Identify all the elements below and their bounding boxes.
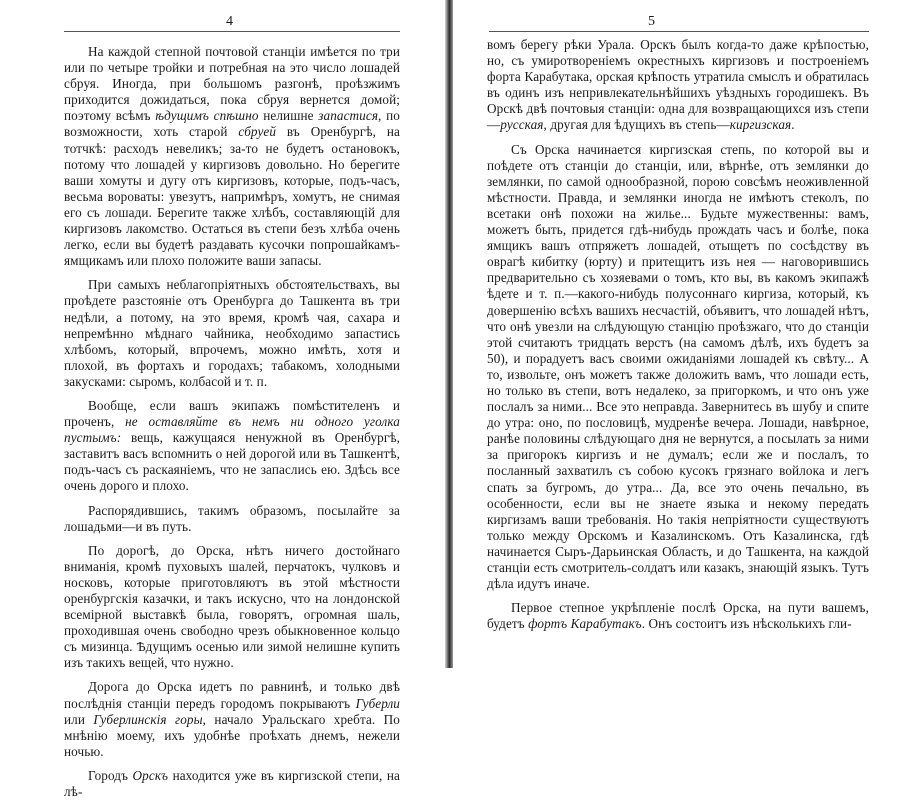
paragraph xyxy=(64,543,400,672)
paragraph xyxy=(487,600,869,632)
paragraph xyxy=(487,142,869,593)
paragraph xyxy=(64,503,400,535)
text-run: . xyxy=(791,117,795,133)
page-body xyxy=(487,37,869,632)
italic-text: русская xyxy=(500,117,544,133)
text-run: Первое степное укрѣпленіе послѣ Орска, на пути вашемъ, будетъ xyxy=(487,600,869,632)
page-body xyxy=(64,44,400,800)
text-run: вещь, кажущаяся ненужной въ Оренбургѣ, заставитъ васъ вспомнить о ней дорогой или въ Ташкентѣ, подъ-часъ съ раскаяніемъ, что не запаслись ею. Здѣсь все очень дорого и плохо. xyxy=(64,430,400,494)
italic-text: киргизская xyxy=(729,117,792,133)
text-run: , по возможности, хоть старой xyxy=(64,108,400,140)
right-page xyxy=(453,0,900,668)
page-number: 5 xyxy=(648,14,655,29)
header-rule xyxy=(489,31,869,32)
text-run: нелишне xyxy=(258,108,319,124)
text-run: , начало Уральскаго хребта. По мнѣнію моему, ихъ удобнѣе проѣхать днемъ, нежели ночью. xyxy=(64,711,400,759)
text-run: или xyxy=(64,711,94,727)
text-run: По дорогѣ, до Орска, нѣтъ ничего достойнаго вниманія, кромѣ пуховыхъ шалей, перчатокъ, чулковъ и носковъ, которые приготовляютъ въ этой мѣстности оренбургскія казачки, и такъ искусно, что на лондонской всемірной выставкѣ была, говорятъ, огромная шаль, проходившая очень свободно чрезъ обыкновенное кольцо съ мизинца. Ѣдущимъ осенью или зимой нелишне купить изъ такихъ вещей, что нужно. xyxy=(64,542,400,671)
page-number: 4 xyxy=(226,14,233,29)
header-rule xyxy=(64,31,400,32)
book-gutter xyxy=(445,0,453,668)
text-run: вомъ берегу рѣки Урала. Орскъ былъ когда-то даже крѣпостью, но, съ умиротвореніемъ окрестныхъ киргизовъ и построеніемъ форта Карабутака, орская крѣпость утратила смыслъ и обратилась въ одинъ изъ непривлекательнѣйшихъ уѣздныхъ городишекъ. Въ Орскѣ двѣ почтовыя станціи: одна для возвращающихся изъ степи— xyxy=(487,37,869,133)
text-run: находится уже въ киргизской степи, на лѣ- xyxy=(64,767,401,800)
text-run: въ Оренбургѣ, на тотчкѣ: расходъ невеликъ; за-то не будетъ остановокъ, потому что лошадей у киргизовъ довольно. Но берегите ваши хомуты и дугу отъ киргизовъ, которые, подъ-часъ, весьма вороваты: увезутъ, напримѣръ, хомутъ, не снимая его съ лошади. Берегите также хлѣбъ, составляющій для киргизовъ лакомство. Остаться въ степи безъ хлѣба очень легко, если вы будетѣ раздавать кусочки попрошайкамъ-ямщикамъ или плохо положите ваши запасы. xyxy=(64,124,400,269)
paragraph xyxy=(64,44,400,269)
paragraph xyxy=(64,398,400,495)
paragraph xyxy=(64,679,400,759)
italic-text: сбруей xyxy=(238,124,277,140)
text-run: Городъ xyxy=(88,767,133,783)
italic-text: Губерлинскія горы xyxy=(93,711,203,727)
paragraph xyxy=(64,277,400,390)
text-run: Вообще, если вашъ экипажъ помѣстителенъ и проченъ, xyxy=(64,397,400,430)
text-run: Распорядившись, такимъ образомъ, посылайте за лошадьми—и въ путь. xyxy=(64,502,400,534)
italic-text: Губерли xyxy=(355,695,400,711)
text-run: , другая для ѣдущихъ въ степь— xyxy=(543,117,730,133)
left-page xyxy=(0,0,445,800)
text-run: . Онъ состоитъ изъ нѣсколькихъ гли- xyxy=(641,616,852,632)
italic-text: Орскъ xyxy=(132,767,169,783)
italic-text: запастися xyxy=(318,108,379,124)
text-run: Съ Орска начинается киргизская степь, по которой вы и поѣдете отъ станціи до станціи, или, вѣрнѣе, отъ землянки до землянки, по самой однообразной, порою совсѣмъ неоживленной мѣстности. Правда, и землянки иногда не имѣютъ стеколъ, по вcетаки онѣ похожи на жилье... Будьте мужественны: вамъ, можетъ быть, придется гдѣ-нибудь прождать часъ и болѣе, пока ямщикъ вашъ отпряжетъ лошадей, отыщетъ по сосѣдству въ оврагѣ кибитку (юрту) и притещитъ изъ нея — наговорившись предварительно съ хозяевами о томъ, кто вы, въ какомъ экипажѣ ѣдете и т. п.—какого-нибудь полусоннаго киргиза, который, къ довершенію всѣхъ вашихъ несчастій, объявитъ, что лошадей нѣтъ, что онѣ увезли на слѣдующую станцію проѣзжаго, что до станціи этой считаютъ тридцать верстъ (на самомъ дѣлѣ, ихъ будетъ за 50), и порадуетъ васъ своими ожиданіями лошадей къ свѣту... А то, извольте, онъ можетъ также доложить вамъ, что лошади есть, но только въ степи, вотъ недалеко, за пригоркомъ, и что онъ уже послалъ за ними... Все это неправда. Завернитесь въ шубу и спите до утра: оно, по пословицѣ, мудренѣе вечера. Лошади, навѣрное, ранѣе половины слѣдующаго дня не вернутся, а посылать за ними за пригорокъ киргизъ и не думалъ; если же и послалъ, то посланный захватилъ съ собою кусокъ грязнаго войлока и легъ спать за бугромъ, до утра... Да, все это очень печально, въ особенности, если вы не знаете языка и некому передать киргизамъ ваши требованія. Но такія непріятности существуютъ только между Орскомъ и Казалинскомъ. Отъ Казалинска, гдѣ начинается Сыръ-Дарьинская Область, и до Ташкента, на каждой станціи есть смотритель-солдатъ или казакъ, знающій языкъ. Тутъ дѣла идутъ иначе. xyxy=(487,141,869,592)
paragraph xyxy=(64,768,400,800)
paragraph xyxy=(487,37,869,134)
text-run: Дорога до Орска идетъ по равнинѣ, и только двѣ послѣднія станціи передъ городомъ покрываютъ xyxy=(64,679,400,711)
italic-text: ѣдущимъ спѣшно xyxy=(155,108,259,124)
text-run: На каждой степной почтовой станціи имѣется по три или по четыре тройки и потребная на это число лошадей сбруя. Иногда, при большомъ разгонѣ, проѣзжимъ приходится дожидаться, пока сбруя вернется домой; поэтому всѣмъ xyxy=(64,44,400,124)
text-run: При самыхъ неблагопріятныхъ обстоятельствахъ, вы проѣдете разстояніе отъ Оренбурга до Ташкента въ три недѣли, а потому, на это время, кромѣ чая, сахара и непремѣнно мѣднаго чайника, необходимо запастись хлѣбомъ, который, впрочемъ, можно имѣть, хотя и плохой, въ фортахъ и городахъ; табакомъ, холодными закусками: сыромъ, колбасой и т. п. xyxy=(64,277,400,389)
italic-text: не оставляйте въ немъ ни одного уголка пустымъ: xyxy=(64,414,400,446)
italic-text: фортъ Карабутакъ xyxy=(528,616,642,632)
